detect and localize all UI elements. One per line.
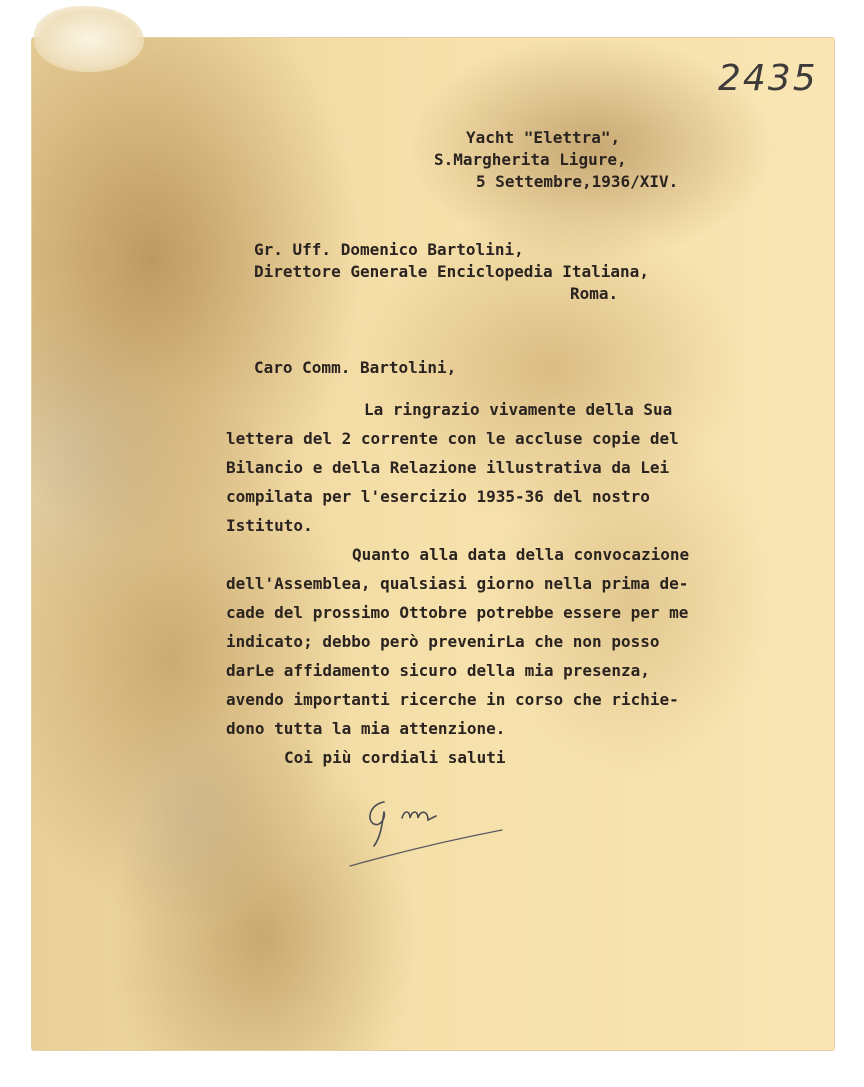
handwritten-signature — [340, 790, 520, 870]
body-line: La ringrazio vivamente della Sua — [364, 400, 673, 419]
closing: Coi più cordiali saluti — [284, 748, 506, 767]
body-line: indicato; debbo però prevenirLa che non posso — [226, 632, 660, 651]
sender-line-1: Yacht "Elettra", — [466, 128, 621, 147]
recipient-title: Direttore Generale Enciclopedia Italiana, — [254, 262, 649, 281]
recipient-name: Gr. Uff. Domenico Bartolini, — [254, 240, 524, 259]
archive-number: 2435 — [718, 58, 818, 99]
sender-line-2: S.Margherita Ligure, — [434, 150, 627, 169]
body-line: compilata per l'esercizio 1935-36 del nostro — [226, 487, 650, 506]
body-line: Istituto. — [226, 516, 313, 535]
body-line: darLe affidamento sicuro della mia presenza, — [226, 661, 650, 680]
letter-date: 5 Settembre,1936/XIV. — [476, 172, 679, 191]
body-line: Bilancio e della Relazione illustrativa da Lei — [226, 458, 670, 477]
body-line: Quanto alla data della convocazione — [352, 545, 690, 564]
salutation: Caro Comm. Bartolini, — [254, 358, 457, 377]
body-line: cade del prossimo Ottobre potrebbe essere per me — [226, 603, 689, 622]
body-line: dono tutta la mia attenzione. — [226, 719, 506, 738]
body-line: avendo importanti ricerche in corso che richie- — [226, 690, 679, 709]
body-line: dell'Assemblea, qualsiasi giorno nella prima de- — [226, 574, 689, 593]
recipient-city: Roma. — [570, 284, 619, 303]
body-line: lettera del 2 corrente con le accluse copie del — [226, 429, 679, 448]
torn-corner — [34, 6, 144, 72]
